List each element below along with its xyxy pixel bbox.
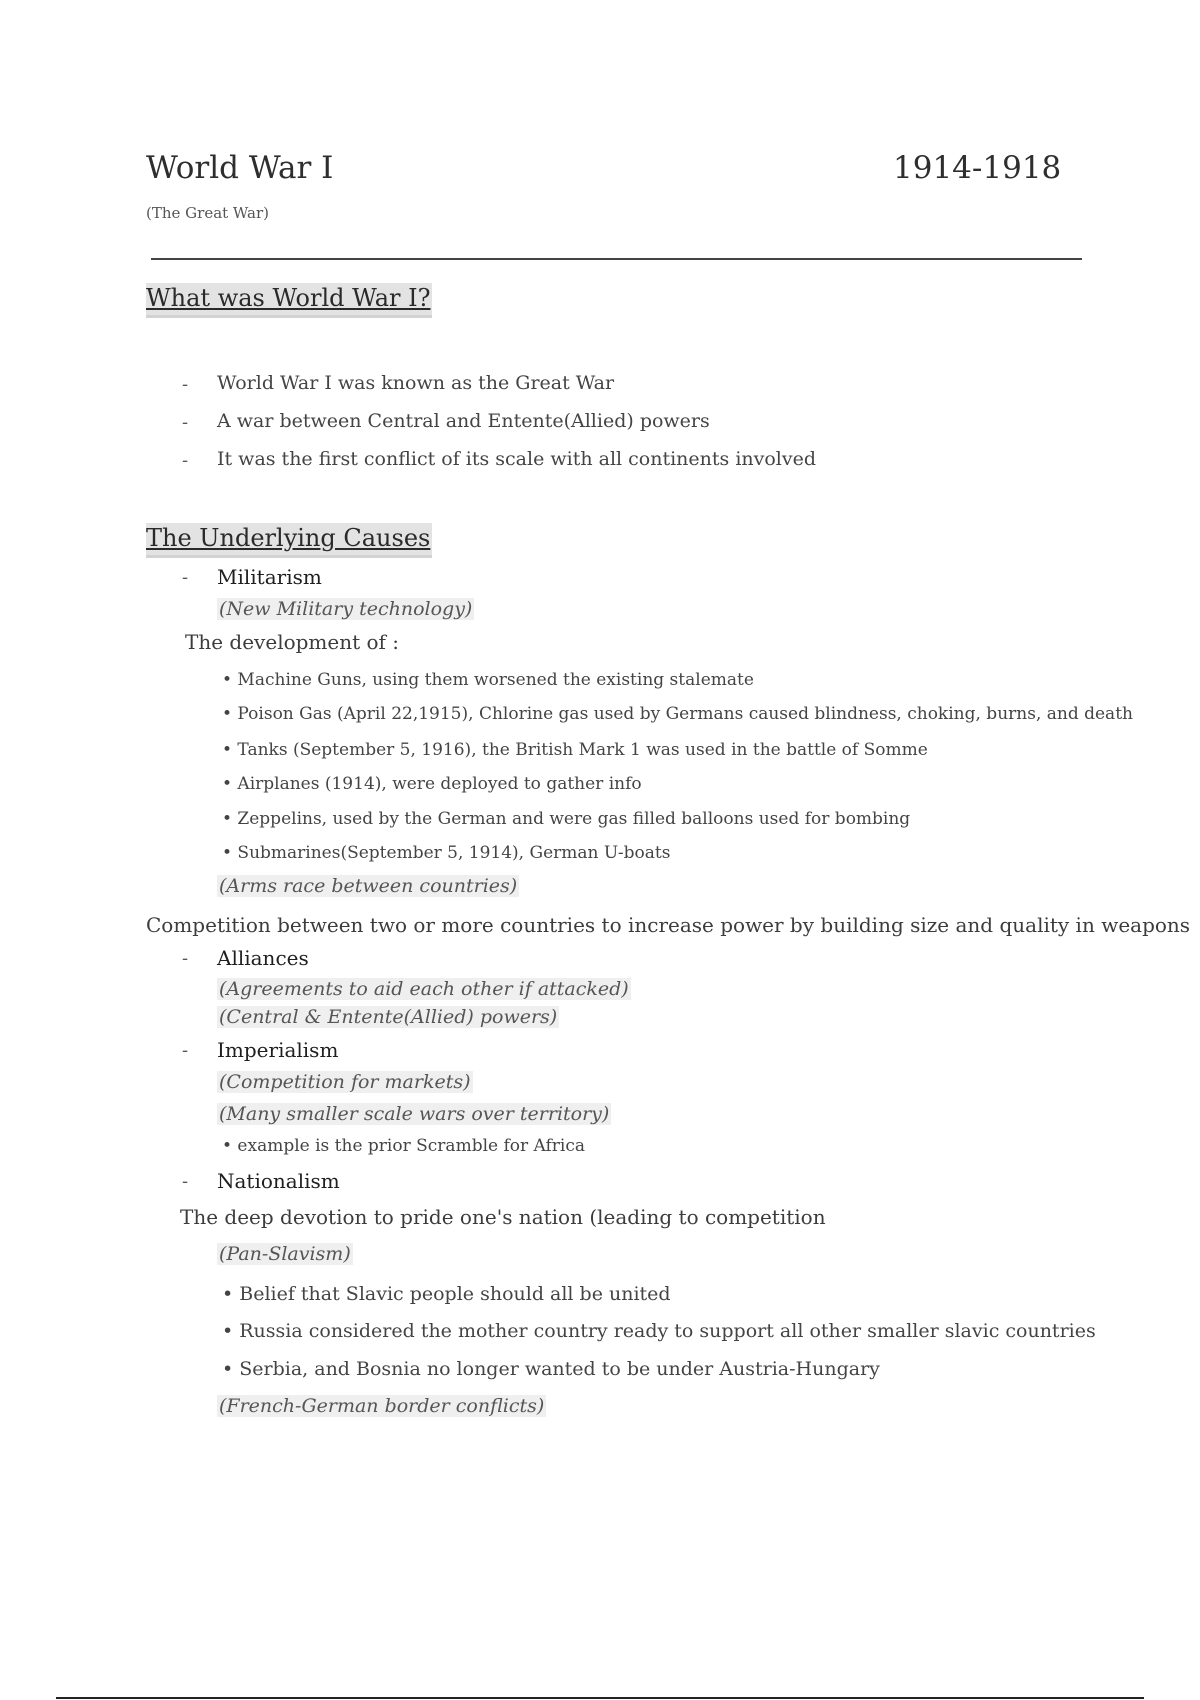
bullet-item: • Submarines(September 5, 1914), German U-boats [222, 843, 671, 863]
date-range: 1914-1918 [893, 150, 1062, 186]
section-heading-underlying-causes: The Underlying Causes [146, 523, 432, 555]
bullet-item: • Zeppelins, used by the German and were gas filled balloons used for bombing [222, 809, 911, 829]
section-heading-what-was: What was World War I? [146, 283, 432, 315]
development-intro: The development of : [185, 630, 400, 654]
bullet-item: • example is the prior Scramble for Africa [222, 1136, 586, 1156]
list-dash: - [182, 1040, 189, 1061]
bullet-item: • Tanks (September 5, 1916), the British Mark 1 was used in the battle of Somme [222, 740, 928, 760]
list-item: World War I was known as the Great War [217, 372, 615, 394]
note-smaller-wars: (Many smaller scale wars over territory) [219, 1103, 610, 1125]
bullet-item: • Russia considered the mother country ready to support all other smaller slavic countries [222, 1320, 1096, 1342]
bullet-item: • Belief that Slavic people should all be united [222, 1283, 671, 1305]
note-new-military-technology: (New Military technology) [219, 598, 473, 620]
note-agreements: (Agreements to aid each other if attacked) [219, 978, 629, 1000]
list-item: A war between Central and Entente(Allied) powers [217, 410, 710, 432]
page-subtitle: (The Great War) [146, 204, 270, 222]
list-dash: - [182, 450, 189, 471]
bullet-item: • Poison Gas (April 22,1915), Chlorine gas used by Germans caused blindness, choking, burns, and death [222, 704, 1133, 724]
bullet-item: • Serbia, and Bosnia no longer wanted to be under Austria-Hungary [222, 1358, 880, 1380]
header-divider [151, 258, 1082, 260]
list-dash: - [182, 1171, 189, 1192]
list-dash: - [182, 374, 189, 395]
note-arms-race: (Arms race between countries) [219, 875, 518, 897]
list-item: It was the first conflict of its scale with all continents involved [217, 448, 817, 470]
cause-alliances: Alliances [217, 946, 309, 970]
cause-imperialism: Imperialism [217, 1038, 339, 1062]
arms-race-definition: Competition between two or more countries to increase power by building size and quality in weapons [146, 913, 1191, 937]
nationalism-definition: The deep devotion to pride one's nation (leading to competition [180, 1205, 826, 1229]
note-central-entente: (Central & Entente(Allied) powers) [219, 1006, 558, 1028]
list-dash: - [182, 567, 189, 588]
cause-militarism: Militarism [217, 565, 322, 589]
footer-divider [56, 1697, 1144, 1699]
note-competition-markets: (Competition for markets) [219, 1071, 471, 1093]
list-dash: - [182, 948, 189, 969]
bullet-item: • Machine Guns, using them worsened the existing stalemate [222, 670, 754, 690]
note-pan-slavism: (Pan-Slavism) [219, 1243, 351, 1265]
bullet-item: • Airplanes (1914), were deployed to gather info [222, 774, 642, 794]
page-title: World War I [146, 150, 334, 186]
cause-nationalism: Nationalism [217, 1169, 340, 1193]
note-french-german-border: (French-German border conflicts) [219, 1395, 545, 1417]
list-dash: - [182, 412, 189, 433]
